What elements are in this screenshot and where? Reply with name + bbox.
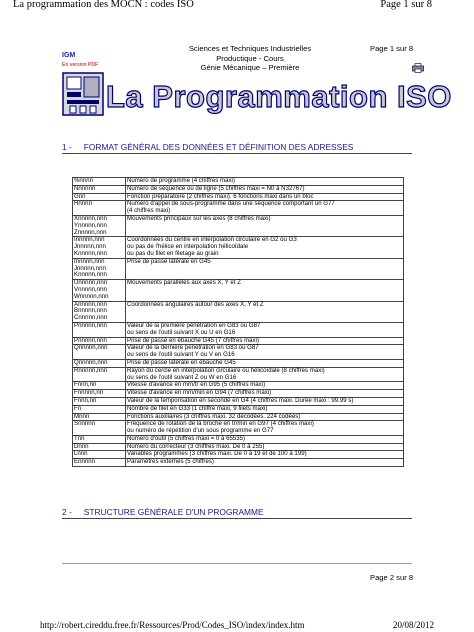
table-row (73, 451, 404, 459)
doc-header-line: Génie Mécanique – Première (200, 63, 300, 73)
address-code-cell (73, 280, 126, 301)
table-row (73, 185, 404, 193)
address-code: Annnnn,nnn (74, 300, 107, 308)
table-row (73, 421, 404, 436)
address-description-cell (126, 421, 404, 436)
print-footer-date: 20/08/2012 (392, 620, 434, 630)
address-code-cell (73, 367, 126, 382)
print-header (0, 0, 474, 12)
address-description: Nombre de filet en G33 (1 chiffre maxi, 9 filets maxi) (127, 404, 268, 412)
address-code-cell (73, 258, 126, 279)
pdf-version-label: En version PDF (62, 62, 99, 68)
section-1-number: 1 - (62, 142, 72, 152)
address-description: ou sens de l'outil suivant X ou U en G16 (127, 328, 236, 336)
address-description: Prise de passe latérale en G45 (127, 257, 211, 265)
address-code-cell (73, 421, 126, 436)
address-code-cell (73, 301, 126, 322)
address-code-cell (73, 459, 126, 467)
address-code-cell (73, 405, 126, 413)
address-code: Tnn (74, 434, 85, 442)
address-description-cell (126, 280, 404, 301)
section-1-title (62, 142, 353, 152)
address-description-cell (126, 301, 404, 322)
page-divider (62, 563, 412, 564)
address-code: Fnnn,nn (74, 381, 97, 389)
doc-header-line: Sciences et Techniques Industrielles (188, 44, 312, 53)
address-code-cell (73, 237, 126, 258)
address-description: Variables programmes (3 chiffres maxi. De 0 à 19 et de 100 à 199) (127, 450, 307, 458)
address-code: Innnnn,nnn (74, 236, 105, 244)
section-2-title (62, 507, 264, 517)
address-code: %nnnn (74, 177, 93, 184)
address-code: Cnnnnn,nnn (74, 314, 108, 322)
address-description: ou pas de l'hélice en interpolation hélicoïdale (127, 243, 249, 251)
section-2-text: STRUCTURE GÉNÉRALE D'UN PROGRAMME (83, 507, 264, 517)
address-description: Rayon du cercle en interpolation circulaire ou hélicoïdale (8 chiffres maxi) (127, 366, 325, 374)
table-row (73, 367, 404, 382)
address-code: Snnnnn (74, 420, 96, 428)
table-row (73, 345, 404, 360)
address-description: (4 chiffres maxi) (127, 207, 171, 215)
address-description-cell (126, 185, 404, 193)
print-footer (0, 620, 474, 632)
address-code: Knnnnn,nnn (74, 271, 107, 279)
address-description: Numéro d'outil (5 chiffres maxi = 0 à 65535) (127, 434, 246, 442)
section-2-underline (62, 518, 412, 519)
doc-header-line: Productique - Cours (216, 53, 284, 63)
address-code-cell (73, 322, 126, 337)
section-2-number: 2 - (62, 507, 72, 517)
address-code: Vnnnnn,nnn (74, 285, 107, 293)
address-code: Lnnn (74, 450, 88, 458)
address-description: Valeur de la première pénétration en G83 ou G87 (127, 321, 261, 329)
address-description: Prise de passe latérale en ébauche G45 (127, 358, 236, 366)
print-icon[interactable] (412, 63, 424, 73)
address-code-cell (73, 185, 126, 193)
address-description: Fonction préparatoire (2 chiffres maxi). 6 fonctions maxi dans un bloc (127, 192, 314, 200)
address-code-cell (73, 345, 126, 360)
address-code: Pnnnnn,nnn (74, 336, 107, 344)
print-header-title: La programmation des MOCN : codes ISO (13, 0, 194, 10)
address-code: Knnnnn,nnn (74, 249, 107, 257)
address-description-cell (126, 459, 404, 467)
section-1-underline (62, 153, 412, 154)
address-description: Vitesse d'avance en mm/min en G94 (7 chiffres maxi) (127, 389, 272, 397)
address-description: Paramètres externes (5 chiffres) (127, 458, 214, 466)
address-code: Rnnnnn,nnn (74, 366, 108, 374)
address-code: Qnnnnn,nnn (74, 358, 108, 366)
address-description: Numéro de programme (4 chiffres maxi) (127, 177, 235, 184)
address-code: Fnnn,nn (74, 396, 97, 404)
print-footer-url: http://robert.cireddu.free.fr/Ressources/Prod/Codes_ISO/index/index.htm (40, 620, 305, 630)
address-code-cell (73, 215, 126, 236)
address-description-cell (126, 367, 404, 382)
address-description: Valeur de la dernière pénétration en G83 ou G87 (127, 344, 259, 352)
address-description: Vitesse d'avance en mm/tr en G95 (5 chiffres maxi) (127, 381, 266, 389)
address-description: Mouvements principaux sur les axes (8 chiffres maxi) (127, 214, 271, 222)
address-description: ou sens de l'outil suivant Y ou V en G16 (127, 351, 235, 359)
address-description: Valeur de la temporisation en seconde en G4 (4 chiffres maxi. Durée maxi : 99.99 s) (127, 396, 354, 404)
address-description: Numéro d'appel de sous-programme dans une séquence comportant un G77 (127, 200, 335, 208)
address-description-cell (126, 258, 404, 279)
igm-label: IGM (62, 52, 76, 59)
table-row (73, 280, 404, 301)
print-header-page: Page 1 sur 8 (380, 0, 432, 10)
address-code: Fn (74, 404, 82, 412)
doc-header (150, 44, 350, 73)
address-code: Gnn (74, 192, 86, 200)
address-code: Znnnnn,nnn (74, 228, 107, 236)
address-description: Mouvements parallèles aux axes X, Y et Z (127, 279, 241, 287)
table-row (73, 459, 404, 467)
table-row (73, 322, 404, 337)
address-description: Numéro du correcteur (3 chiffres maxi. De 0 à 255) (127, 442, 265, 450)
address-code: Wnnnnn,nnn (74, 292, 109, 300)
table-row (73, 258, 404, 279)
table-row (73, 215, 404, 236)
address-code: Ynnnnn,nnn (74, 221, 107, 229)
table-row (73, 301, 404, 322)
address-description-cell (126, 405, 404, 413)
address-table (72, 177, 404, 467)
address-description-cell (126, 201, 404, 216)
table-row (73, 237, 404, 258)
address-code: Innnnn,nnn (74, 257, 105, 265)
address-code: Ennnnn (74, 458, 96, 466)
address-description: Coordonnées du centre en interpolation circulaire en G2 ou G3 (127, 236, 297, 244)
address-code: Pnnnnn,nnn (74, 321, 107, 329)
address-code: Jnnnnn,nnn (74, 243, 106, 251)
address-code: Dnnn (74, 442, 89, 450)
address-description: Coordonnées angulaires autour des axes X, Y et Z (127, 300, 264, 308)
address-code: Bnnnnn,nnn (74, 307, 107, 315)
table-row (73, 405, 404, 413)
section-1-text: FORMAT GÉNÉRAL DES DONNÉES ET DÉFINITION DES ADRESSES (83, 142, 354, 152)
address-description: ou numéro de répétition d'un sous programme en G77 (127, 427, 274, 435)
address-code: Jnnnnn,nnn (74, 264, 106, 272)
address-description: ou pas du filet en filetage au grain (127, 249, 219, 257)
banner-title: La Programmation ISO (106, 79, 452, 114)
address-code: Qnnnnn,nnn (74, 344, 108, 352)
address-description: Prise de passe en ébauche G45 (7 chiffres maxi) (127, 336, 259, 344)
doc-page-number: Page 1 sur 8 (370, 44, 414, 53)
page-2-number: Page 2 sur 8 (370, 573, 414, 582)
address-description-cell (126, 322, 404, 337)
address-description-cell (126, 237, 404, 258)
address-code: Fnnnnn,nn (74, 389, 104, 397)
address-description: ou sens de l'outil suivant Z ou W en G16 (127, 373, 237, 381)
address-code: Xnnnnn,nnn (74, 214, 107, 222)
address-description-cell (126, 345, 404, 360)
address-code: Unnnnn,nnn (74, 279, 108, 287)
address-description: Fonctions auxiliaires (3 chiffres maxi. 32 décodées. 224 codées) (127, 412, 301, 420)
table-row (73, 201, 404, 216)
address-description-cell (126, 215, 404, 236)
cnc-machine-icon (62, 72, 104, 116)
address-description: Numéro de séquence ou de ligne (5 chiffres maxi = N0 à N32767) (127, 184, 305, 192)
address-code: Mnnn (74, 412, 90, 420)
address-code: Hnnnn (74, 200, 92, 208)
address-description: Fréquence de rotation de la broche en tr/min en G97 (4 chiffres maxi) (127, 420, 314, 428)
address-code-cell (73, 201, 126, 216)
address-code: Nnnnnn (74, 184, 96, 192)
